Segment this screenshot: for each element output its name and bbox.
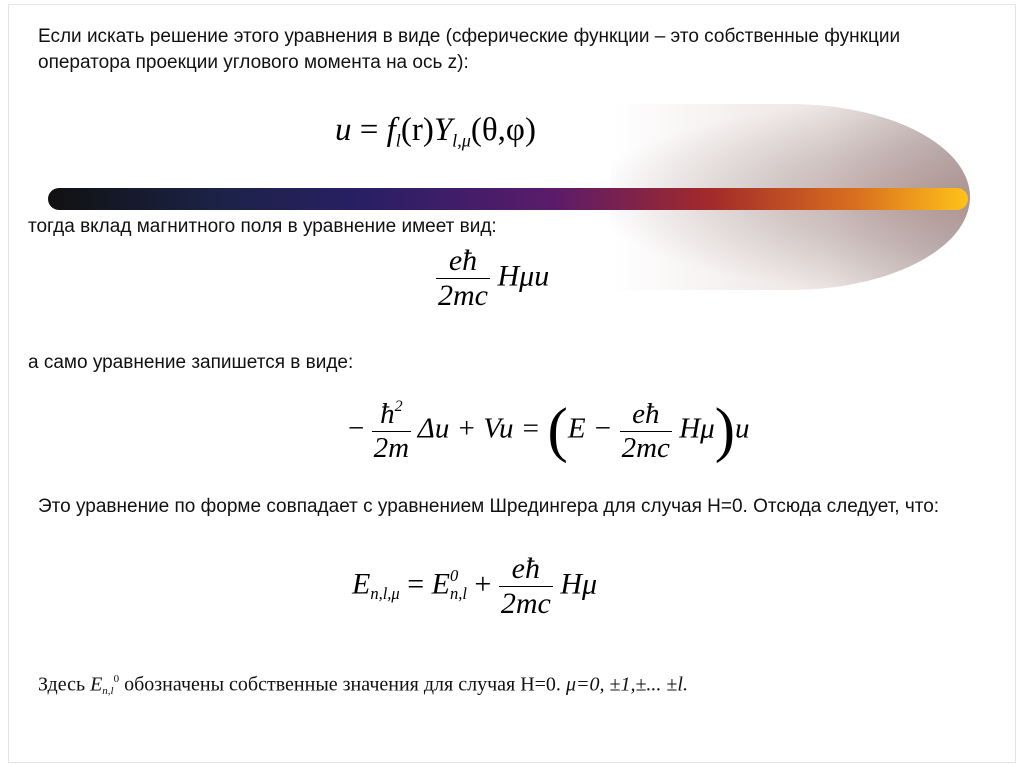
decorative-gradient-bar [48,188,968,210]
paragraph-equation-form: а само уравнение запишется в виде: [28,352,354,373]
paragraph-magnetic-contribution: тогда вклад магнитного поля в уравнение имеет вид: [28,216,497,237]
paragraph-schrodinger-comparison: Это уравнение по форме совпадает с уравнением Шредингера для случая H=0. Отсюда следует, что: [38,496,940,517]
paragraph-intro: Если искать решение этого уравнения в виде (сферические функции – это собственные функции оператора проекции углового момента на ось z): [38,26,901,73]
equation-schrodinger-magnetic: − $\frac{ħ^2}{2m}$ Δu + Vu = (E − $\frac{eħ}{2mc}$ Hμ)u [348,397,750,464]
equation-energy-levels: $E_{n,l,\mu} = E^0_{n,l}$ + $\frac{eħ}{2mc}$ Hμ [352,552,598,620]
paragraph-eigenvalues-note: Здесь $E_{n,l}^0$ обозначены собственные значения для случая H=0. μ=0, ±1,±... ±l. [38,673,688,698]
equation-solution-form: $u = f_l(r)Y_{l,\mu}(\theta,\varphi)$ [335,112,536,151]
equation-magnetic-term: $\frac{eħ}{2mc}$ Hμu [438,244,550,312]
